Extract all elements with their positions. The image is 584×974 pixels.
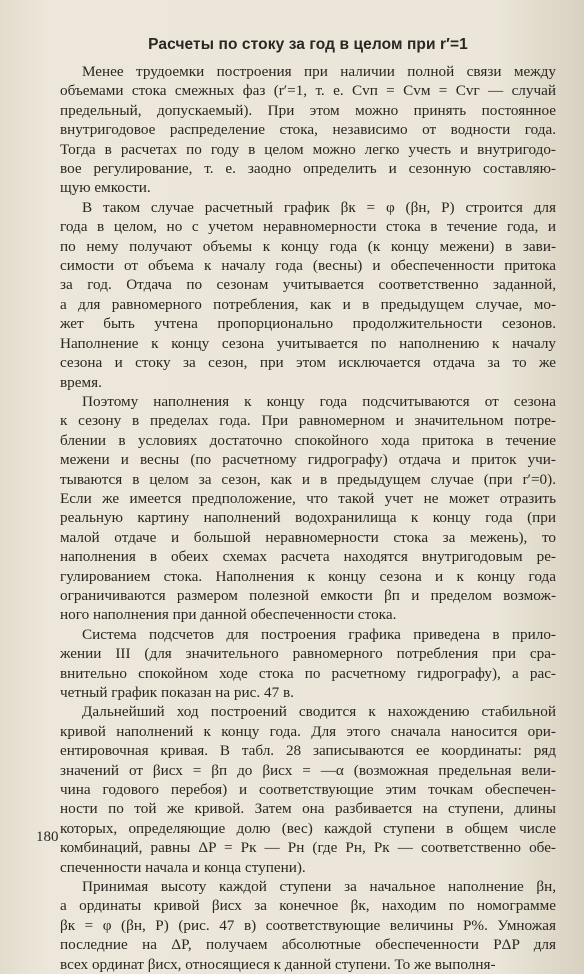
text-line: время. xyxy=(60,373,102,391)
paragraph xyxy=(60,702,556,877)
text-line: ности по той же кривой. Затем она разбивается на ступени, длины xyxy=(60,800,556,818)
text-line: βк = φ (βн, P) (рис. 47 в) соответствующие величины P%. Умножая xyxy=(60,916,556,934)
text-line: Система подсчетов для построения графика приведена в прило- xyxy=(82,625,556,643)
text-line: чина годового перебоя) и соответствующие этим точкам обеспечен- xyxy=(60,781,556,799)
text-line: всех ординат βисх, относящиеся к данной ступени. То же выполня- xyxy=(60,955,496,973)
text-line: ного наполнения при данной обеспеченности стока. xyxy=(60,606,397,624)
text-line: четный график показан на рис. 47 в. xyxy=(60,684,294,701)
text-line: внутригодовое распределение стока, независимо от водности года. xyxy=(60,121,556,139)
text-line: Поэтому наполнения к концу года подсчитываются от сезона xyxy=(82,392,556,410)
text-line: вое регулирование, т. е. заодно определить и сезонную составляю- xyxy=(60,160,556,178)
text-line: года в целом, но с учетом неравномерности стока в течение года, и xyxy=(60,218,556,236)
text-line: предельный, допускаемый). При этом можно принять постоянное xyxy=(60,101,556,119)
text-line: Тогда в расчетах по году в целом можно легко учесть и внутригодо- xyxy=(60,140,556,158)
text-line: гулированием стока. Наполнения к концу сезона и к концу года xyxy=(60,567,556,585)
text-line: к сезону в пределах года. При равномерном и значительном потре- xyxy=(60,412,556,430)
page-number: 180 xyxy=(36,829,59,845)
paragraph xyxy=(60,625,556,703)
text-line: кривой наполнений к концу года. Для этого сначала наносится ори- xyxy=(60,722,556,740)
text-line: комбинаций, равны ΔP = Pк — Pн (где Pн, Pк — соответственно обе- xyxy=(60,839,556,857)
text-line: последние на ΔP, получаем абсолютные обеспеченности PΔP для xyxy=(60,936,556,954)
text-line: внительно спокойном ходе стока по расчетному гидрографу), а рас- xyxy=(60,664,556,682)
text-line: ентировочная кривая. В табл. 28 записываются ее координаты: ряд xyxy=(60,742,556,760)
text-line: сезона и стоку за сезон, при этом исключается отдача за то же xyxy=(60,354,556,372)
text-line: за год. Отдача по сезонам учитывается соответственно заданной, xyxy=(60,276,556,294)
text-line: объемами стока смежных фаз (r′=1, т. е. Cvп = Cvм = Cvг — случай xyxy=(60,82,556,100)
text-line: В таком случае расчетный график βк = φ (βн, P) строится для xyxy=(82,198,556,216)
text-line: симости от объема к началу года (весны) и обеспеченности притока xyxy=(60,257,556,275)
text-line: малой отдаче и большой неравномерности стока за межень), то xyxy=(60,528,556,546)
paragraph xyxy=(60,198,556,392)
text-line: значений от βисх = βп до βисх = —α (возможная предельная вели- xyxy=(60,761,556,779)
text-line: блении в условиях достаточно спокойного хода притока в течение xyxy=(60,431,556,449)
text-line: Принимая высоту каждой ступени за начальное наполнение βн, xyxy=(82,878,556,896)
text-line: спеченности начала и конца ступени). xyxy=(60,858,306,876)
page-body xyxy=(60,62,556,974)
text-line: а для равномерного потребления, как и в предыдущем случае, мо- xyxy=(60,295,556,313)
text-line: щую емкости. xyxy=(60,179,151,197)
text-line: межени и весны (по расчетному гидрографу) отдача и приток учи- xyxy=(60,451,556,469)
text-line: Менее трудоемки построения при наличии полной связи между xyxy=(82,63,556,80)
section-heading: Расчеты по стоку за год в целом при r′=1 xyxy=(148,36,468,53)
text-line: Наполнение к концу сезона учитывается по наполнению к началу xyxy=(60,334,556,352)
text-line: а ординаты кривой βисх за конечное βк, находим по номограмме xyxy=(60,897,556,915)
book-page xyxy=(60,36,556,973)
text-line: жении III (для значительного равномерного потребления при сра- xyxy=(60,645,556,663)
paragraph xyxy=(60,392,556,625)
text-line: по нему получают объемы к концу года (к концу межени) в зави- xyxy=(60,237,556,255)
text-line: ограничиваются размером полезной емкости βп и пределом возмож- xyxy=(60,586,556,604)
text-line: жет быть учтена пропорционально продолжительности сезонов. xyxy=(60,315,556,333)
paragraph xyxy=(60,62,556,198)
text-line: тываются в целом за сезон, как и в предыдущем случае (при r′=0). xyxy=(60,470,556,488)
text-line: наполнения в обеих схемах расчета находятся внутригодовым ре- xyxy=(60,548,556,566)
text-line: реальную картину наполнений водохранилища к концу года (при xyxy=(60,509,556,527)
text-line: Дальнейший ход построений сводится к нахождению стабильной xyxy=(82,703,556,721)
text-line: Если же имеется предположение, что такой учет не может отразить xyxy=(60,489,556,507)
paragraph xyxy=(60,877,556,974)
text-line: которых, определяющие долю (вес) каждой ступени в общем числе xyxy=(60,819,556,837)
